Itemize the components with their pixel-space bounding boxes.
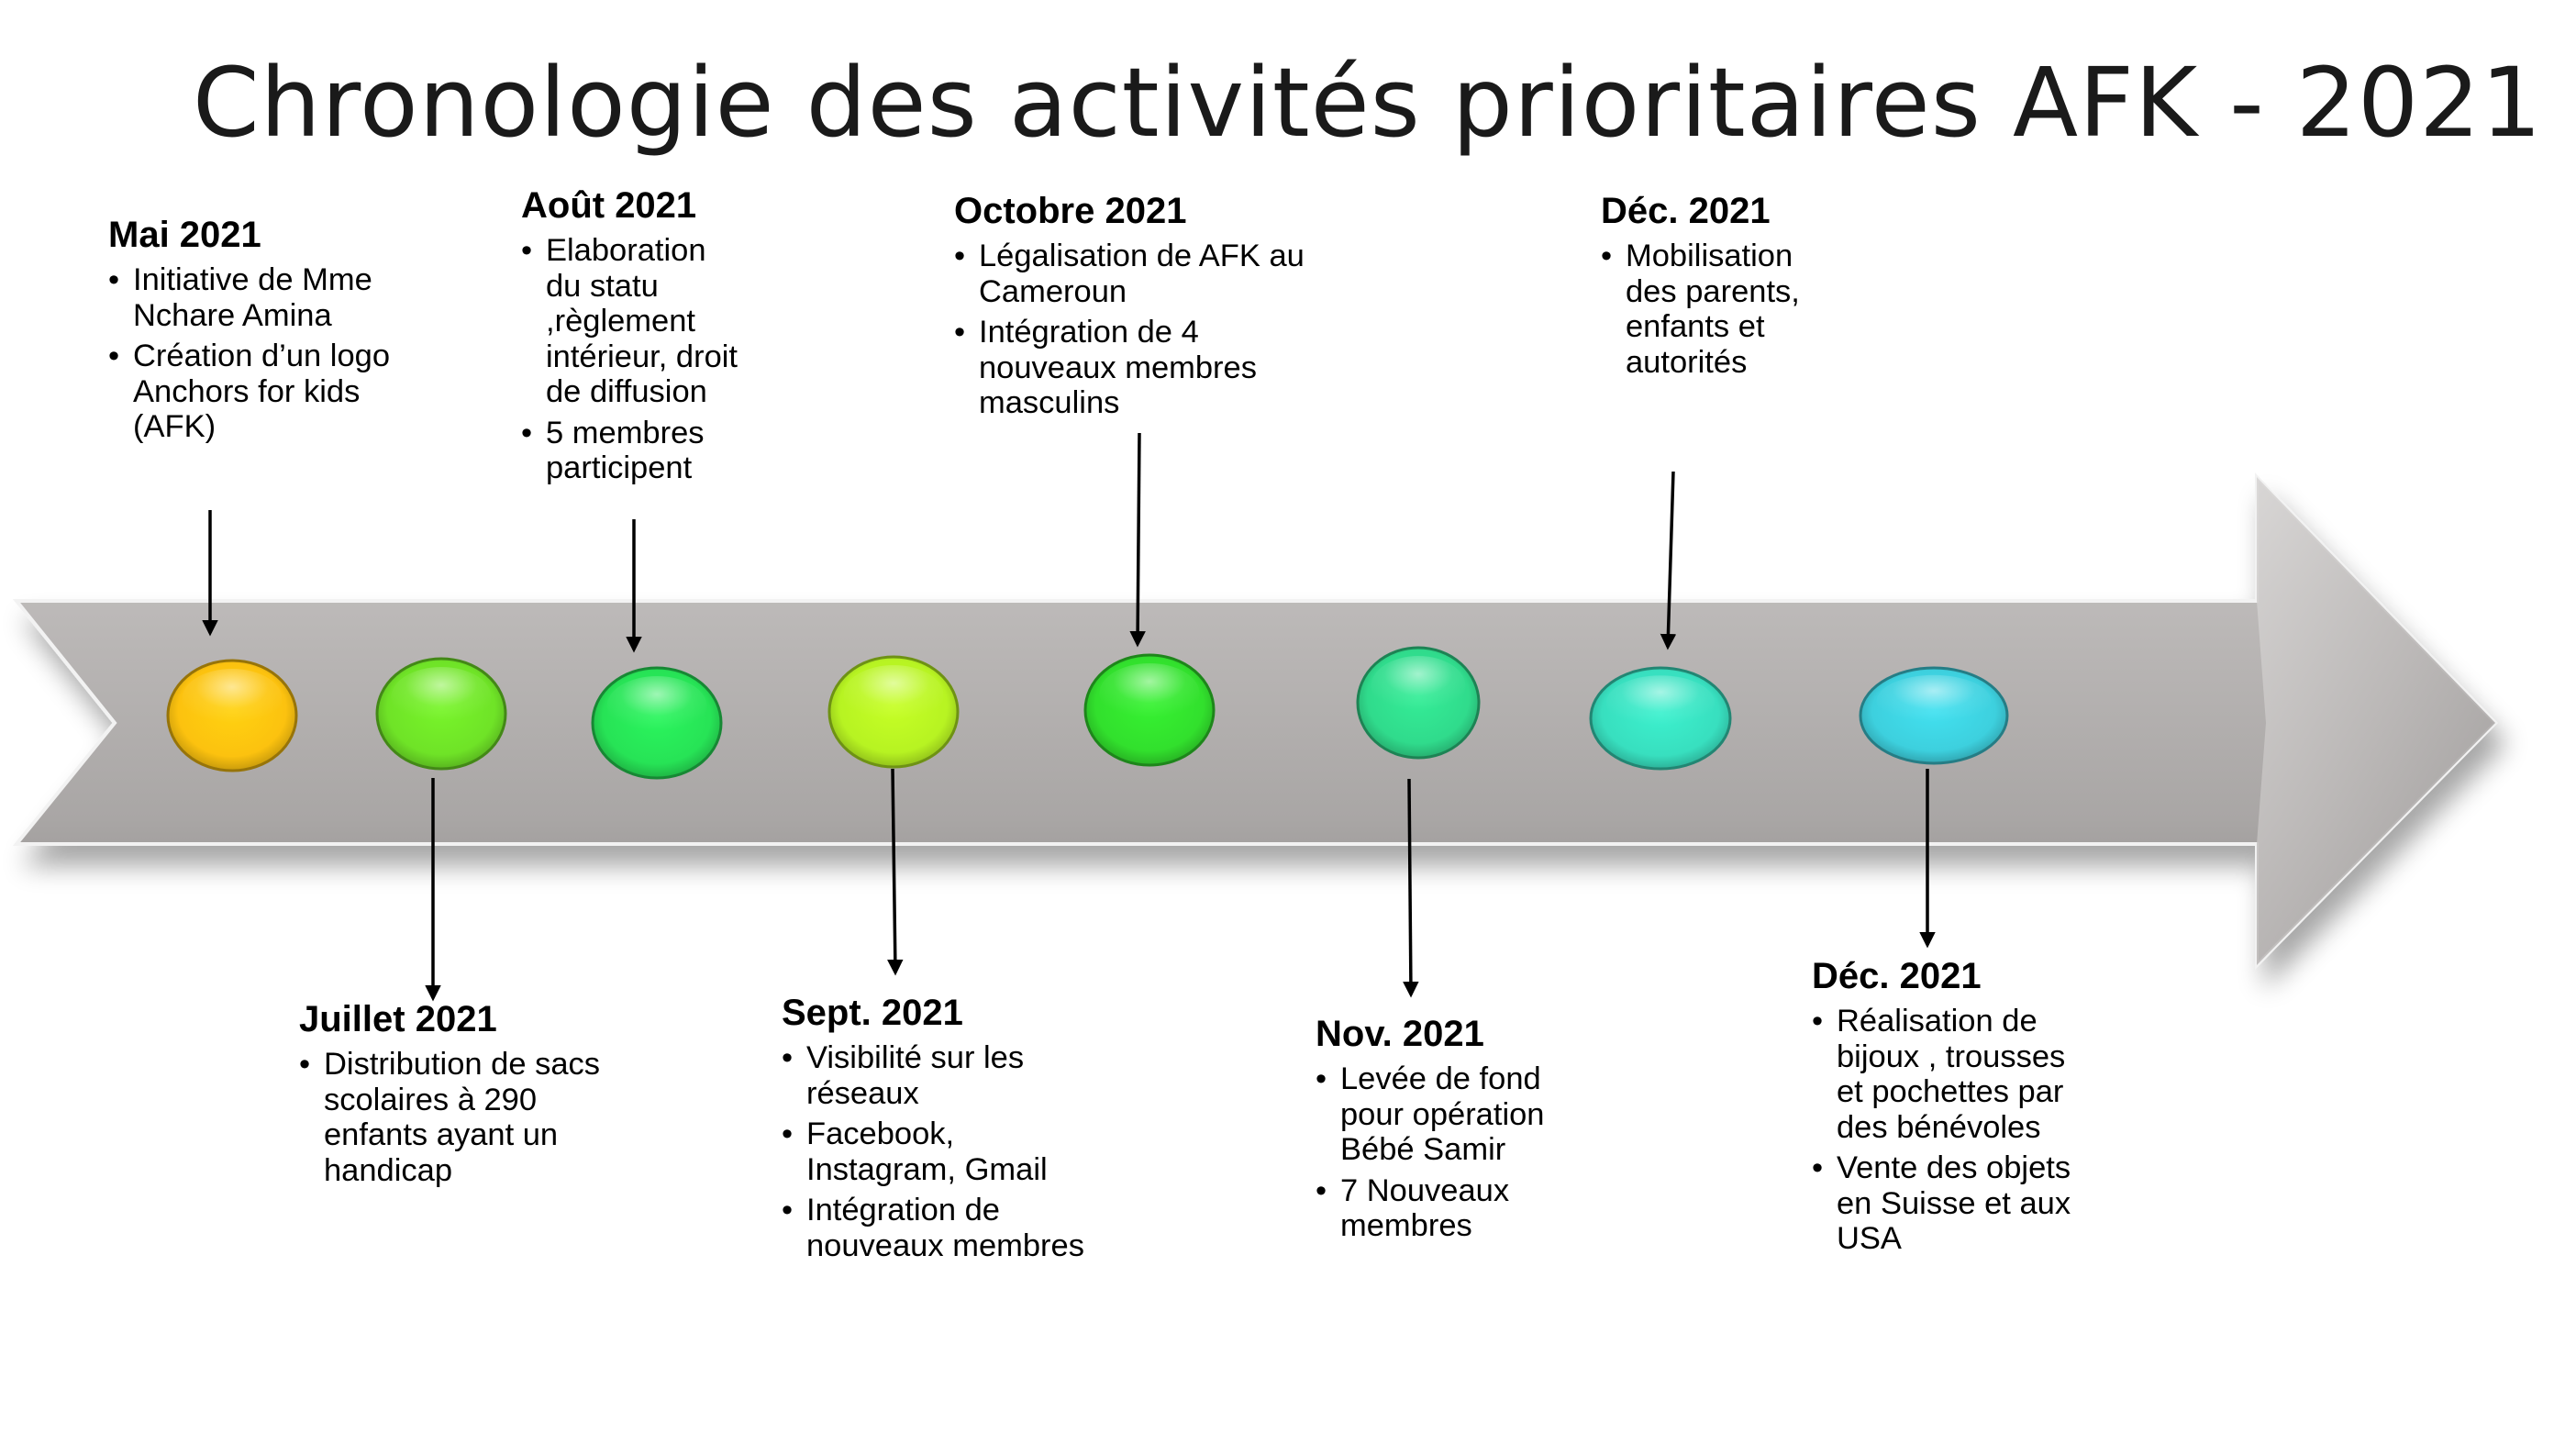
- event-bullets: [782, 1040, 1084, 1263]
- event-date: Nov. 2021: [1316, 1014, 1484, 1054]
- event-date: Mai 2021: [108, 215, 261, 255]
- timeline-node-2: [377, 659, 505, 769]
- event-bullets: [954, 239, 1312, 421]
- event-bullet: • Elaboration du statu ,règlement intérieur, droit de diffusion: [521, 233, 741, 410]
- timeline-node-7: [1591, 668, 1730, 769]
- event-bullets: [1601, 239, 1839, 380]
- slide-title: Chronologie des activités prioritaires AFK - 2021: [193, 47, 2543, 159]
- event-5: [954, 189, 1312, 427]
- event-date: Déc. 2021: [1812, 956, 1982, 996]
- event-bullets: [521, 233, 741, 486]
- timeline-node-3: [593, 668, 721, 778]
- timeline-node-4: [829, 657, 958, 767]
- event-3: [521, 183, 741, 492]
- event-bullet: • Facebook, Instagram, Gmail: [782, 1116, 1084, 1187]
- connector-arrow-5: [1138, 433, 1139, 644]
- event-bullet: • 7 Nouveaux membres: [1316, 1173, 1591, 1244]
- event-bullet: • Distribution de sacs scolaires à 290 enfants ayant un handicap: [299, 1047, 648, 1188]
- event-bullet: • Intégration de 4 nouveaux membres masculins: [954, 315, 1312, 421]
- timeline-node-6: [1358, 648, 1479, 758]
- event-bullet: • Réalisation de bijoux , trousses et pochettes par des bénévoles: [1812, 1004, 2087, 1145]
- event-bullet: • Création d’un logo Anchors for kids (AFK): [108, 339, 411, 445]
- connector-arrow-6: [1409, 779, 1411, 994]
- event-date: Août 2021: [521, 185, 697, 226]
- event-bullet: • 5 membres participent: [521, 416, 741, 486]
- event-bullets: [108, 262, 411, 445]
- event-bullet: • Vente des objets en Suisse et aux USA: [1812, 1150, 2087, 1257]
- timeline-node-5: [1085, 655, 1214, 765]
- event-7: [1601, 189, 1839, 385]
- event-bullet: • Initiative de Mme Nchare Amina: [108, 262, 411, 333]
- event-date: Sept. 2021: [782, 993, 963, 1033]
- event-date: Déc. 2021: [1601, 191, 1771, 231]
- event-8: [1812, 954, 2087, 1262]
- event-date: Juillet 2021: [299, 999, 497, 1039]
- event-date: Octobre 2021: [954, 191, 1187, 231]
- event-bullets: [1316, 1061, 1591, 1244]
- event-bullet: • Intégration de nouveaux membres: [782, 1193, 1084, 1263]
- event-6: [1316, 1012, 1591, 1250]
- event-bullet: • Levée de fond pour opération Bébé Samir: [1316, 1061, 1591, 1168]
- event-1: [108, 213, 411, 450]
- event-4: [782, 991, 1084, 1269]
- event-bullets: [1812, 1004, 2087, 1257]
- event-2: [299, 997, 648, 1194]
- timeline-node-1: [168, 661, 296, 771]
- event-bullet: • Mobilisation des parents, enfants et autorités: [1601, 239, 1839, 380]
- timeline-node-8: [1860, 668, 2007, 763]
- arrow-head-shading: [2257, 477, 2495, 965]
- event-bullet: • Légalisation de AFK au Cameroun: [954, 239, 1312, 309]
- event-bullets: [299, 1047, 648, 1188]
- event-bullet: • Visibilité sur les réseaux: [782, 1040, 1084, 1111]
